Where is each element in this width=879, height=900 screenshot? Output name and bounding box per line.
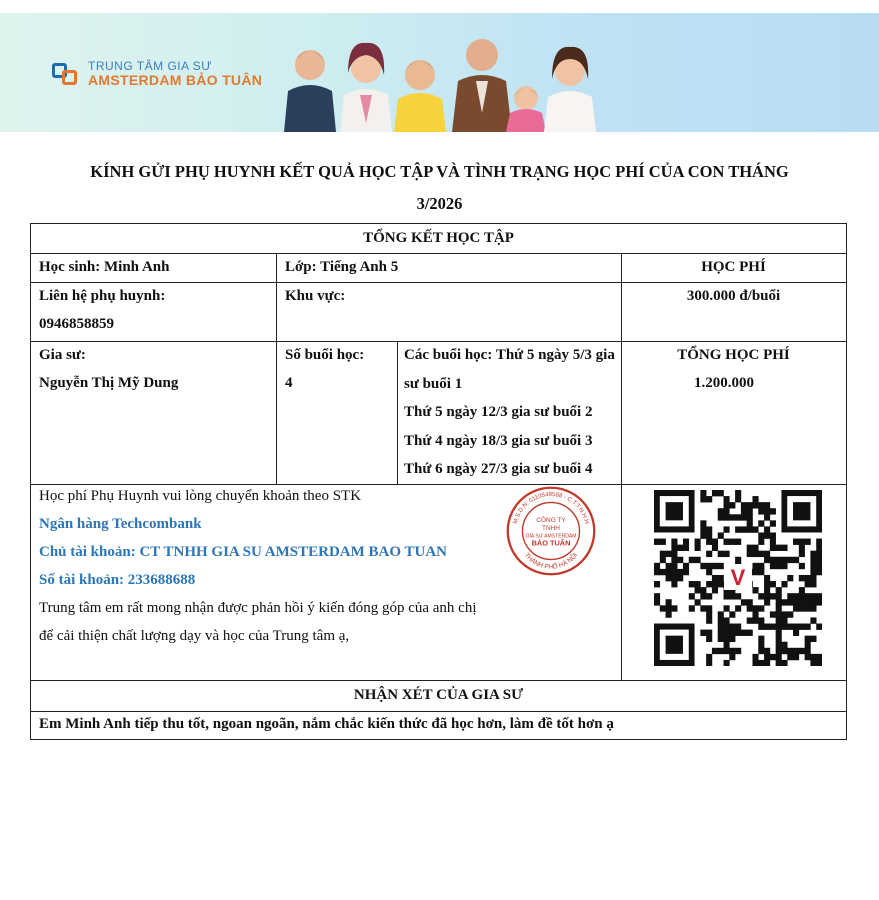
title-line-1: KÍNH GỬI PHỤ HUYNH KẾT QUẢ HỌC TẬP VÀ TÌNH TRẠNG HỌC PHÍ CỦA CON THÁNG <box>90 162 789 181</box>
payment-qr-code[interactable] <box>654 490 822 666</box>
session-line: sư buổi 1 <box>404 375 463 392</box>
total-fee-label: TỔNG HỌC PHÍ <box>677 347 790 363</box>
session-line: Thứ 4 ngày 18/3 gia sư buổi 3 <box>404 432 593 449</box>
person-man-brown <box>452 39 512 132</box>
session-list <box>404 341 621 484</box>
tutor-name: Nguyễn Thị Mỹ Dung <box>39 375 179 391</box>
qr-finder-pattern <box>654 624 695 666</box>
tutor-comment: Em Minh Anh tiếp thu tốt, ngoan ngoãn, nắm chắc kiến thức đã học hơn, làm đề tốt hơn ạ <box>39 716 614 732</box>
person-woman-right <box>544 47 596 132</box>
fee-header: HỌC PHÍ <box>701 259 766 275</box>
person-girl-pink <box>506 86 546 132</box>
parent-contact-label: Liên hệ phụ huynh: <box>39 288 166 304</box>
qr-center-badge: V <box>730 565 746 590</box>
header-banner <box>0 13 879 132</box>
sessions-label: Số buổi học: <box>285 347 365 363</box>
fee-per-session: 300.000 đ/buổi <box>686 288 781 304</box>
page-title <box>40 156 839 220</box>
stamp-line-4: BẢO TUÂN <box>531 538 571 548</box>
account-holder: Chủ tài khoản: CT TNHH GIA SU AMSTERDAM BAO TUAN <box>39 544 448 560</box>
account-number: Số tài khoản: 233688688 <box>39 572 196 588</box>
stamp-line-1: CÔNG TY <box>536 516 566 524</box>
stamp-ring-text: M.S.D.N: 0110549588 - C.T.T.N.H.H <box>512 492 590 525</box>
student-name: Học sinh: Minh Anh <box>39 259 170 275</box>
session-line: Thứ 6 ngày 27/3 gia sư buổi 4 <box>404 461 593 477</box>
summary-header: TỔNG KẾT HỌC TẬP <box>363 230 514 246</box>
stamp-bottom-text: THÀNH PHỐ HÀ NỘI <box>522 551 580 571</box>
feedback-request-line-2: để cải thiện chất lượng dạy và học của Trung tâm ạ, <box>39 628 350 644</box>
tutor-comment-header: NHẬN XÉT CỦA GIA SƯ <box>353 687 524 703</box>
title-line-2: 3/2026 <box>416 194 463 213</box>
stamp-line-3: GIA SƯ AMSTERDAM <box>525 533 577 540</box>
sessions-count: 4 <box>285 375 293 391</box>
company-stamp <box>505 485 597 577</box>
tutor-label: Gia sư: <box>39 347 86 363</box>
total-fee-value: 1.200.000 <box>694 375 754 391</box>
session-line: Các buổi học: Thứ 5 ngày 5/3 gia <box>404 347 615 363</box>
class-name: Lớp: Tiếng Anh 5 <box>285 259 399 275</box>
logo-icon <box>52 61 80 87</box>
payment-intro: Học phí Phụ Huynh vui lòng chuyển khoản theo STK <box>39 488 362 504</box>
person-woman-pink <box>340 43 392 132</box>
feedback-request-line-1: Trung tâm em rất mong nhận được phản hồi ý kiến đóng góp của anh chị <box>39 600 477 616</box>
qr-finder-pattern <box>781 490 822 532</box>
session-line: Thứ 5 ngày 12/3 gia sư buổi 2 <box>404 404 593 420</box>
stamp-line-2: TNHH <box>542 525 560 533</box>
area-label: Khu vực: <box>285 288 346 304</box>
bank-name: Ngân hàng Techcombank <box>39 516 202 532</box>
logo-line-1: TRUNG TÂM GIA SƯ <box>88 59 213 73</box>
banner-people-photo <box>268 13 618 132</box>
parent-phone: 0946858859 <box>39 316 114 332</box>
person-boy-yellow <box>394 60 446 132</box>
report-table <box>30 223 847 740</box>
center-logo <box>52 60 262 87</box>
logo-line-2: AMSTERDAM BẢO TUÂN <box>88 71 263 88</box>
qr-finder-pattern <box>654 490 695 532</box>
person-boy-left <box>284 50 336 132</box>
